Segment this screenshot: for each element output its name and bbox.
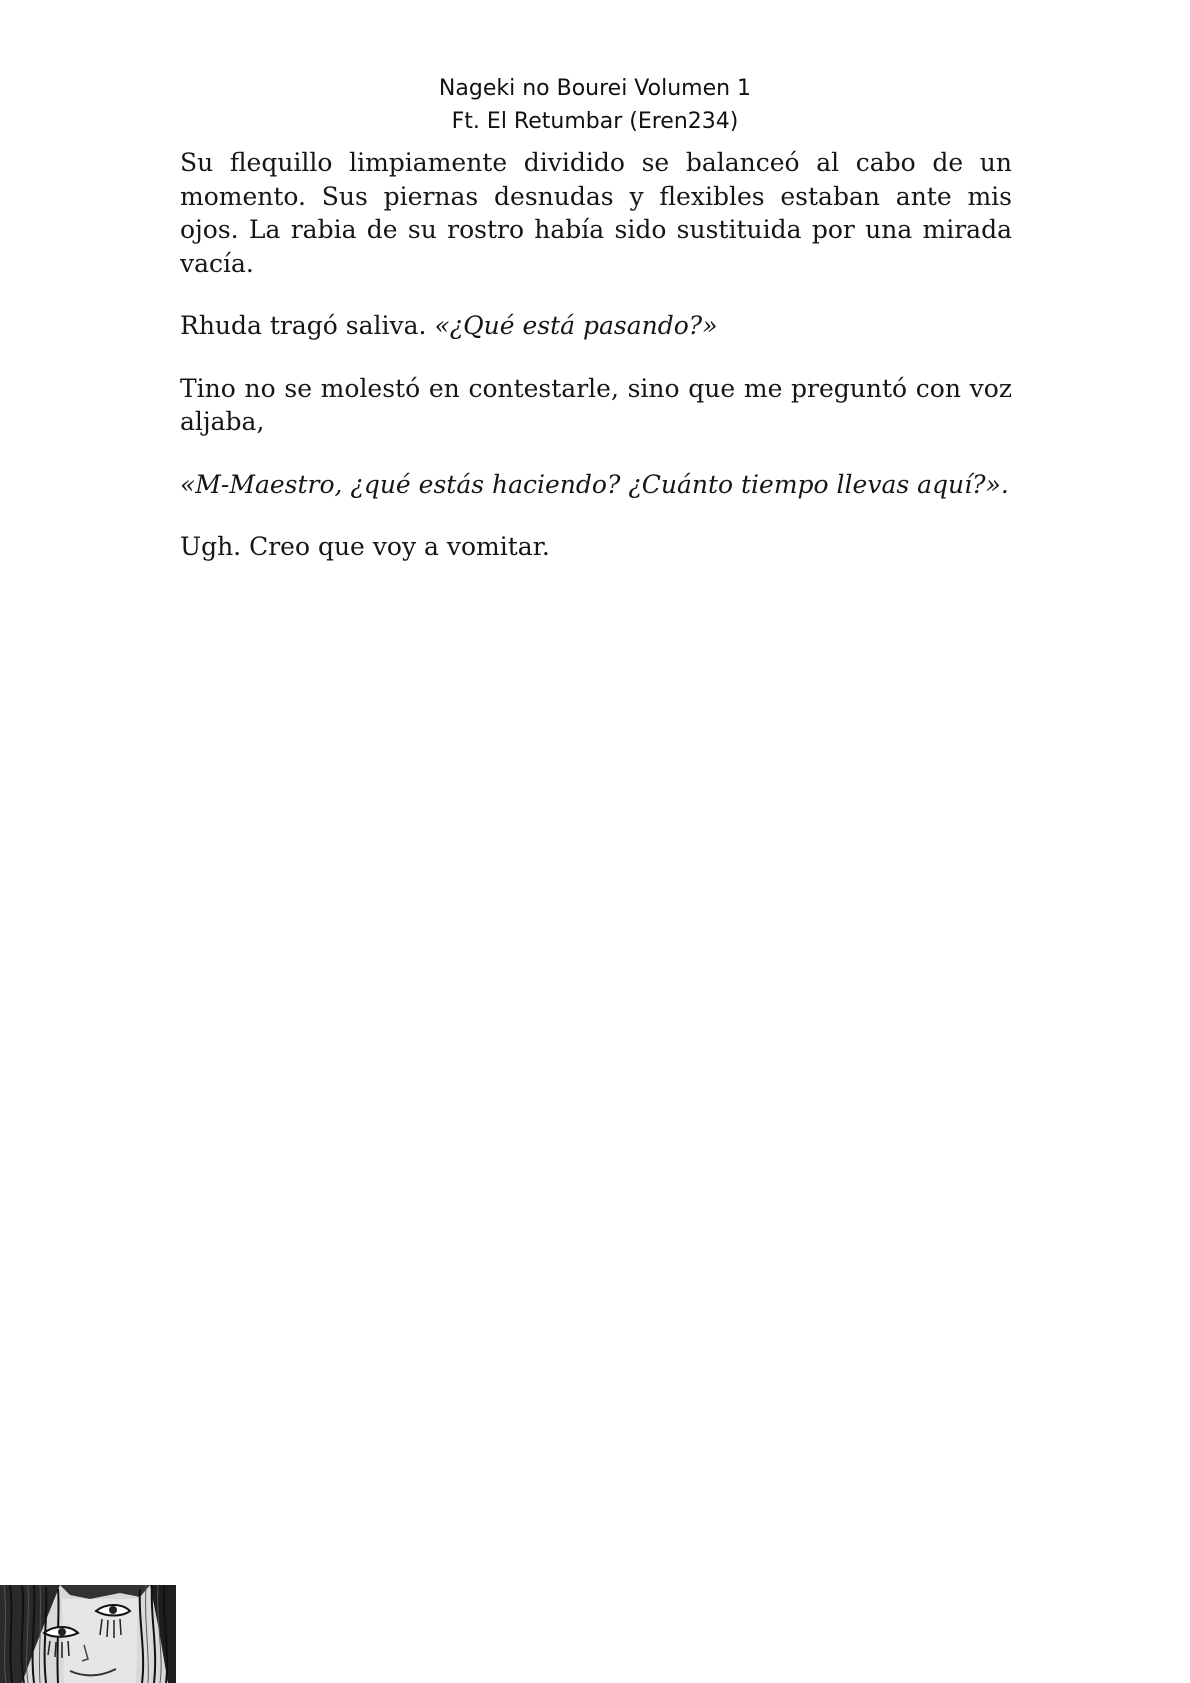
paragraph-2-dialogue: «¿Qué está pasando?» — [434, 311, 718, 340]
paragraph-5: Ugh. Creo que voy a vomitar. — [180, 532, 550, 561]
page-header — [0, 72, 1190, 138]
manga-character-face-illustration — [0, 1585, 176, 1683]
paragraph-4: «M-Maestro, ¿qué estás haciendo? ¿Cuánto tiempo llevas aquí?». — [180, 469, 1009, 499]
header-title: Nageki no Bourei Volumen 1 — [438, 76, 752, 101]
header-subtitle: Ft. El Retumbar (Eren234) — [451, 109, 739, 134]
body-text — [180, 146, 1012, 593]
paragraph-2-narration: Rhuda tragó saliva. — [180, 311, 435, 340]
paragraph-1: Su flequillo limpiamente dividido se balanceó al cabo de un momento. Sus piernas desnudas y flexibles estaban ante mis ojos. La rabia de su rostro había sido sustituida por una mirada vacía. — [180, 148, 1012, 278]
paragraph-2 — [180, 309, 1012, 343]
paragraph-3: Tino no se molestó en contestarle, sino que me preguntó con voz aljaba, — [180, 373, 1012, 436]
portrait-svg — [0, 1585, 176, 1683]
